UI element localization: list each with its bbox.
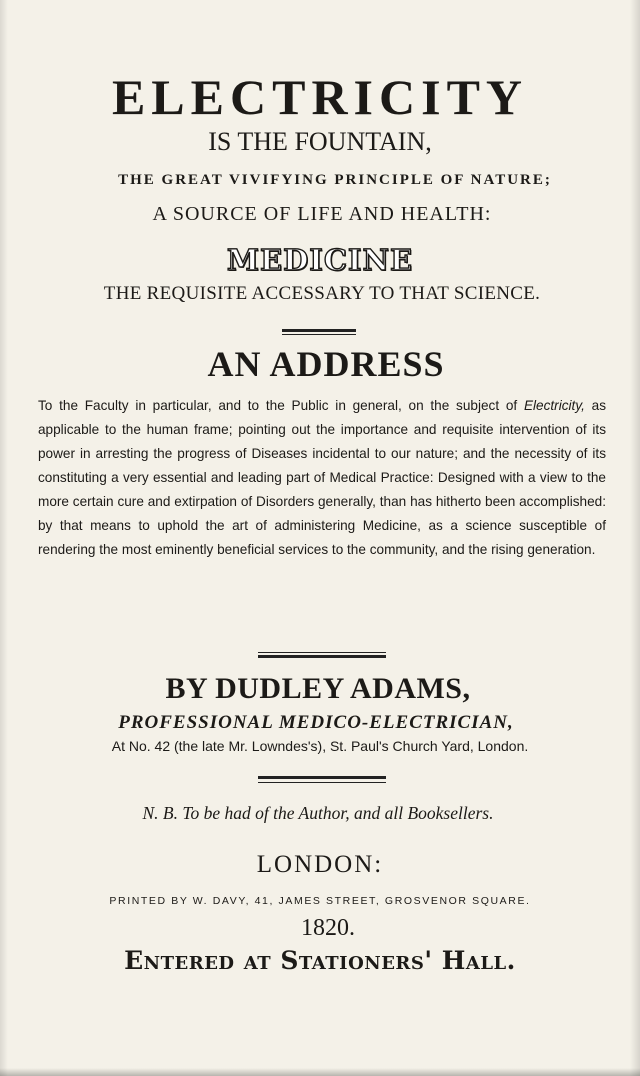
subtitle-vivifying-principle: THE GREAT VIVIFYING PRINCIPLE OF NATURE; — [118, 172, 552, 188]
imprint-year: 1820. — [301, 915, 355, 941]
availability-note: N. B. To be had of the Author, and all Booksellers. — [142, 803, 494, 823]
divider-rule-lower-thin — [258, 782, 386, 783]
address-text-part1: To the Faculty in particular, and to the Public in general, on the subject of — [38, 398, 524, 413]
imprint-printer: PRINTED BY W. DAVY, 41, JAMES STREET, GROSVENOR SQUARE. — [109, 895, 531, 907]
imprint-city: LONDON: — [256, 851, 384, 878]
page-bottom-edge — [0, 1068, 640, 1076]
divider-rule-top-thin — [282, 334, 356, 335]
divider-rule-top — [282, 329, 356, 332]
subtitle-fountain: IS THE FOUNTAIN, — [208, 127, 432, 156]
divider-rule-middle-thick — [258, 655, 386, 658]
subtitle-source-of-life: A SOURCE OF LIFE AND HEALTH: — [152, 203, 492, 225]
address-text-part2: as applicable to the human frame; pointing out the importance and requisite intervention of its power in arresting the progress of Diseases incidental to our nature; and the necessity of its constituting a very essential and leading part of Medical Practice: Designed with a view to the more certain cure and extirpation of Disorders generally, than has hitherto been accomplished: by that means to uphold the art of administering Medicine, as a science susceptible of rendering the most eminently beneficial services to the community, and the rising generation. — [38, 398, 607, 557]
divider-rule-middle — [258, 652, 386, 653]
address-text-emphasis: Electricity, — [523, 398, 585, 413]
subtitle-requisite-accessary: THE REQUISITE ACCESSARY TO THAT SCIENCE. — [103, 283, 541, 304]
subtitle-medicine: MEDICINE — [226, 243, 414, 277]
address-heading: AN ADDRESS — [207, 344, 445, 384]
address-paragraph — [38, 394, 606, 562]
author-line: BY DUDLEY ADAMS, — [165, 672, 471, 705]
divider-rule-lower — [258, 776, 386, 779]
book-title: ELECTRICITY — [111, 69, 529, 125]
page-left-edge — [0, 0, 8, 1076]
page-right-edge — [630, 0, 640, 1076]
author-address: At No. 42 (the late Mr. Lowndes's), St. Paul's Church Yard, London. — [111, 738, 529, 754]
imprint-entered-stationers-hall: Entered at Stationers' Hall. — [124, 946, 516, 975]
author-profession: PROFESSIONAL MEDICO-ELECTRICIAN, — [118, 712, 514, 733]
